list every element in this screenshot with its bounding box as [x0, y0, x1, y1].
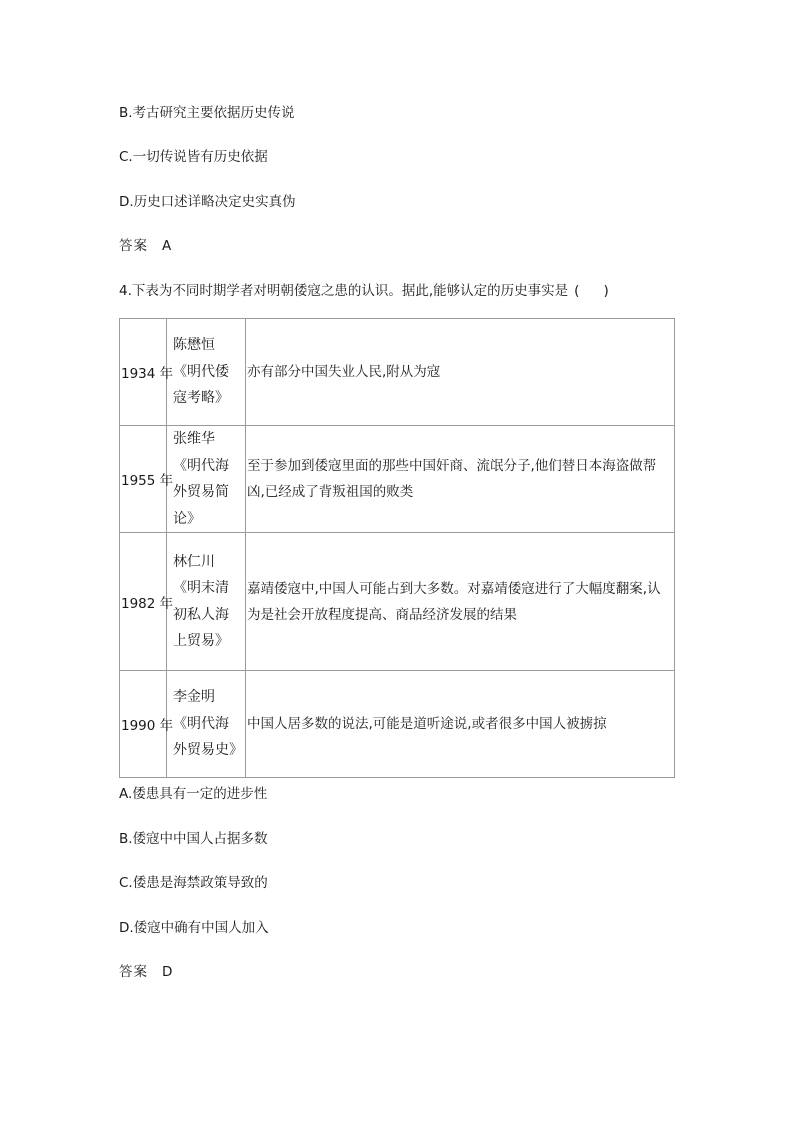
table-cell-view: 亦有部分中国失业人民,附从为寇 [246, 319, 675, 426]
prev-question-option-c: C.一切传说皆有历史依据 [119, 149, 268, 165]
table-cell-view: 中国人居多数的说法,可能是道听途说,或者很多中国人被掳掠 [246, 671, 675, 778]
prev-question-option-b: B.考古研究主要依据历史传说 [119, 105, 295, 121]
table-cell-year: 1955 年 [120, 426, 167, 533]
scholar-views-table [119, 318, 675, 778]
question-4-option-c: C.倭患是海禁政策导致的 [119, 875, 268, 891]
prev-question-option-d: D.历史口述详略决定史实真伪 [119, 194, 296, 210]
answer-value: D [162, 964, 173, 980]
table-row [120, 533, 675, 671]
table-cell-view: 嘉靖倭寇中,中国人可能占到大多数。对嘉靖倭寇进行了大幅度翻案,认为是社会开放程度提高、商品经济发展的结果 [246, 533, 675, 671]
table-cell-view: 至于参加到倭寇里面的那些中国奸商、流氓分子,他们替日本海盗做帮凶,已经成了背叛祖国的败类 [246, 426, 675, 533]
question-stem-text: 4.下表为不同时期学者对明朝倭寇之患的认识。据此,能够认定的历史事实是 [119, 283, 569, 299]
answer-label: 答案 [119, 238, 148, 254]
prev-question-answer [119, 237, 171, 255]
table-cell-year: 1982 年 [120, 533, 167, 671]
question-4-stem [119, 282, 609, 300]
question-4-option-d: D.倭寇中确有中国人加入 [119, 920, 269, 936]
table-cell-year: 1934 年 [120, 319, 167, 426]
question-4-answer [119, 963, 172, 981]
answer-label: 答案 [119, 964, 148, 980]
table-row [120, 319, 675, 426]
table-cell-work: 陈懋恒《明代倭寇考略》 [167, 319, 246, 426]
table-row [120, 671, 675, 778]
answer-paren: ( ) [574, 283, 609, 299]
table-cell-work: 林仁川《明末清初私人海上贸易》 [167, 533, 246, 671]
question-4-option-b: B.倭寇中中国人占据多数 [119, 831, 268, 847]
table-row [120, 426, 675, 533]
answer-value: A [162, 238, 172, 254]
question-4-option-a: A.倭患具有一定的进步性 [119, 786, 268, 802]
table-cell-year: 1990 年 [120, 671, 167, 778]
table-cell-work: 李金明《明代海外贸易史》 [167, 671, 246, 778]
table-cell-work: 张维华《明代海外贸易简论》 [167, 426, 246, 533]
